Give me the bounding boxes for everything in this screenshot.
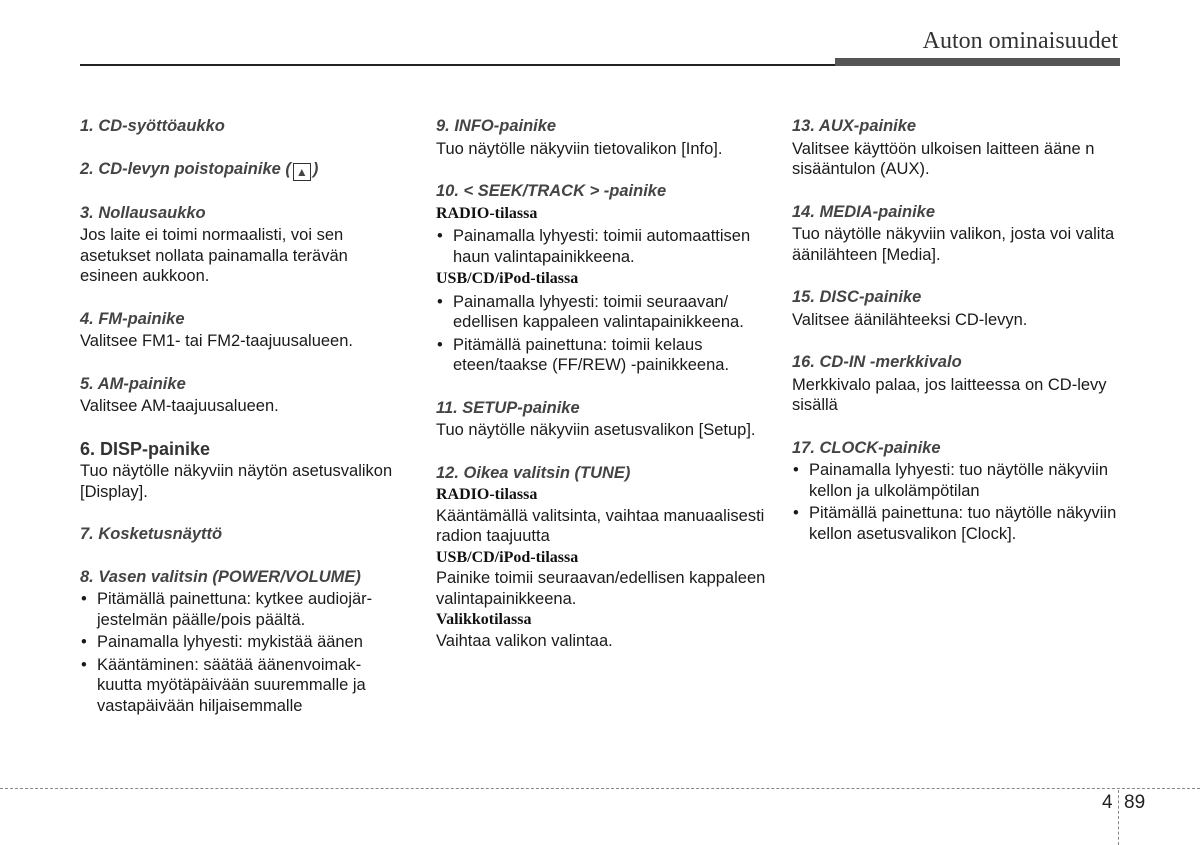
section-14 xyxy=(792,202,1122,266)
section-1 xyxy=(80,116,400,137)
section-text: Vaihtaa valikon valintaa. xyxy=(436,631,613,650)
header-rule-thick xyxy=(835,58,1120,66)
section-text: Tuo näytölle näkyviin tietovalikon [Info]. xyxy=(436,139,723,158)
section-11 xyxy=(436,398,766,441)
column-right xyxy=(792,116,1122,566)
section-heading: 14. MEDIA-painike xyxy=(792,202,936,221)
section-17 xyxy=(792,438,1122,545)
section-heading: 8. Vasen valitsin (POWER/VOLUME) xyxy=(80,567,361,586)
subheading: USB/CD/iPod-tilassa xyxy=(436,548,579,566)
footer-divider xyxy=(0,788,1200,789)
section-text: Tuo näytölle näkyviin asetusvalikon [Setup]. xyxy=(436,421,756,439)
column-middle xyxy=(436,116,766,673)
page-number: 89 xyxy=(1124,792,1146,813)
eject-icon: ▲ xyxy=(293,163,311,181)
section-5 xyxy=(80,374,400,417)
section-2 xyxy=(80,159,400,181)
list-item: • Pitämällä painettuna: kytkee audiojärjestelmän päälle/pois päältä. xyxy=(80,589,400,630)
section-16 xyxy=(792,352,1122,416)
column-left xyxy=(80,116,400,738)
header-rule-thin xyxy=(80,64,835,66)
heading-text-end: ) xyxy=(312,159,319,178)
subheading: Valikkotilassa xyxy=(436,611,532,628)
section-heading xyxy=(80,159,400,181)
section-6 xyxy=(80,439,400,503)
section-heading: 12. Oikea valitsin (TUNE) xyxy=(436,463,631,482)
section-12 xyxy=(436,463,766,652)
list-item: • Pitämällä painettuna: toimii kelaus eteen/taakse (FF/REW) -painikkeena. xyxy=(436,335,766,376)
list-item: • Pitämällä painettuna: tuo näytölle näkyviin kellon asetusvalikon [Clock]. xyxy=(792,503,1122,544)
page-number-divider xyxy=(1118,790,1119,845)
subheading: RADIO-tilassa xyxy=(436,204,538,222)
section-7 xyxy=(80,524,400,545)
section-text: Jos laite ei toimi normaalisti, voi sen asetukset nollata painamalla terävän esineen aukkoon. xyxy=(80,226,348,285)
section-heading: 6. DISP-painike xyxy=(80,438,211,459)
subheading: RADIO-tilassa xyxy=(436,486,538,503)
section-heading: 11. SETUP-painike xyxy=(436,398,580,417)
bullet-list xyxy=(792,460,1122,544)
section-heading: 10. < SEEK/TRACK > -painike xyxy=(436,182,667,200)
section-text: Valitsee äänilähteeksi CD-levyn. xyxy=(792,310,1028,329)
section-heading: 1. CD-syöttöaukko xyxy=(80,117,225,135)
list-item: • Kääntäminen: säätää äänenvoimakkuutta myötäpäivään suuremmalle ja vastapäivään hiljaisemmalle xyxy=(80,655,400,717)
chapter-number: 4 xyxy=(1102,792,1113,813)
section-3 xyxy=(80,203,400,287)
section-heading: 9. INFO-painike xyxy=(436,117,557,135)
section-15 xyxy=(792,287,1122,330)
section-8 xyxy=(80,567,400,717)
section-9 xyxy=(436,116,766,159)
bullet-list xyxy=(436,226,766,267)
section-4 xyxy=(80,309,400,352)
subheading: USB/CD/iPod-tilassa xyxy=(436,270,579,287)
section-text: Valitsee FM1- tai FM2-taajuusalueen. xyxy=(80,332,353,350)
section-heading: 15. DISC-painike xyxy=(792,288,922,306)
section-heading: 7. Kosketusnäyttö xyxy=(80,525,223,543)
section-10 xyxy=(436,181,766,376)
list-item: • Painamalla lyhyesti: toimii automaattisen haun valintapainikkeena. xyxy=(436,226,766,267)
bullet-list xyxy=(436,292,766,376)
section-heading: 3. Nollausaukko xyxy=(80,203,206,222)
section-heading: 17. CLOCK-painike xyxy=(792,438,941,457)
section-heading: 13. AUX-painike xyxy=(792,117,917,135)
section-heading: 5. AM-painike xyxy=(80,374,186,393)
section-text: Valitsee käyttöön ulkoisen laitteen ääne n sisääntulon (AUX). xyxy=(792,139,1095,178)
page-header-title: Auton ominaisuudet xyxy=(922,28,1118,54)
section-text: Valitsee AM-taajuusalueen. xyxy=(80,397,279,415)
section-text: Tuo näytölle näkyviin näytön asetusvalikon [Display]. xyxy=(80,462,393,501)
list-item: • Painamalla lyhyesti: tuo näytölle näkyviin kellon ja ulkolämpötilan xyxy=(792,460,1122,501)
list-item: • Painamalla lyhyesti: mykistää äänen xyxy=(80,632,400,653)
section-13 xyxy=(792,116,1122,180)
section-heading: 4. FM-painike xyxy=(80,309,185,328)
section-text: Painike toimii seuraavan/edellisen kappaleen valintapainikkeena. xyxy=(436,569,766,608)
section-heading: 16. CD-IN -merkkivalo xyxy=(792,353,962,371)
list-item: • Painamalla lyhyesti: toimii seuraavan/ edellisen kappaleen valintapainikkeena. xyxy=(436,292,766,333)
section-text: Tuo näytölle näkyviin valikon, josta voi valita äänilähteen [Media]. xyxy=(792,225,1115,264)
section-text: Kääntämällä valitsinta, vaihtaa manuaalisesti radion taajuutta xyxy=(436,506,765,545)
bullet-list xyxy=(80,589,400,716)
heading-text: 2. CD-levyn poistopainike ( xyxy=(80,159,291,178)
section-text: Merkkivalo palaa, jos laitteessa on CD-levy sisällä xyxy=(792,375,1107,414)
